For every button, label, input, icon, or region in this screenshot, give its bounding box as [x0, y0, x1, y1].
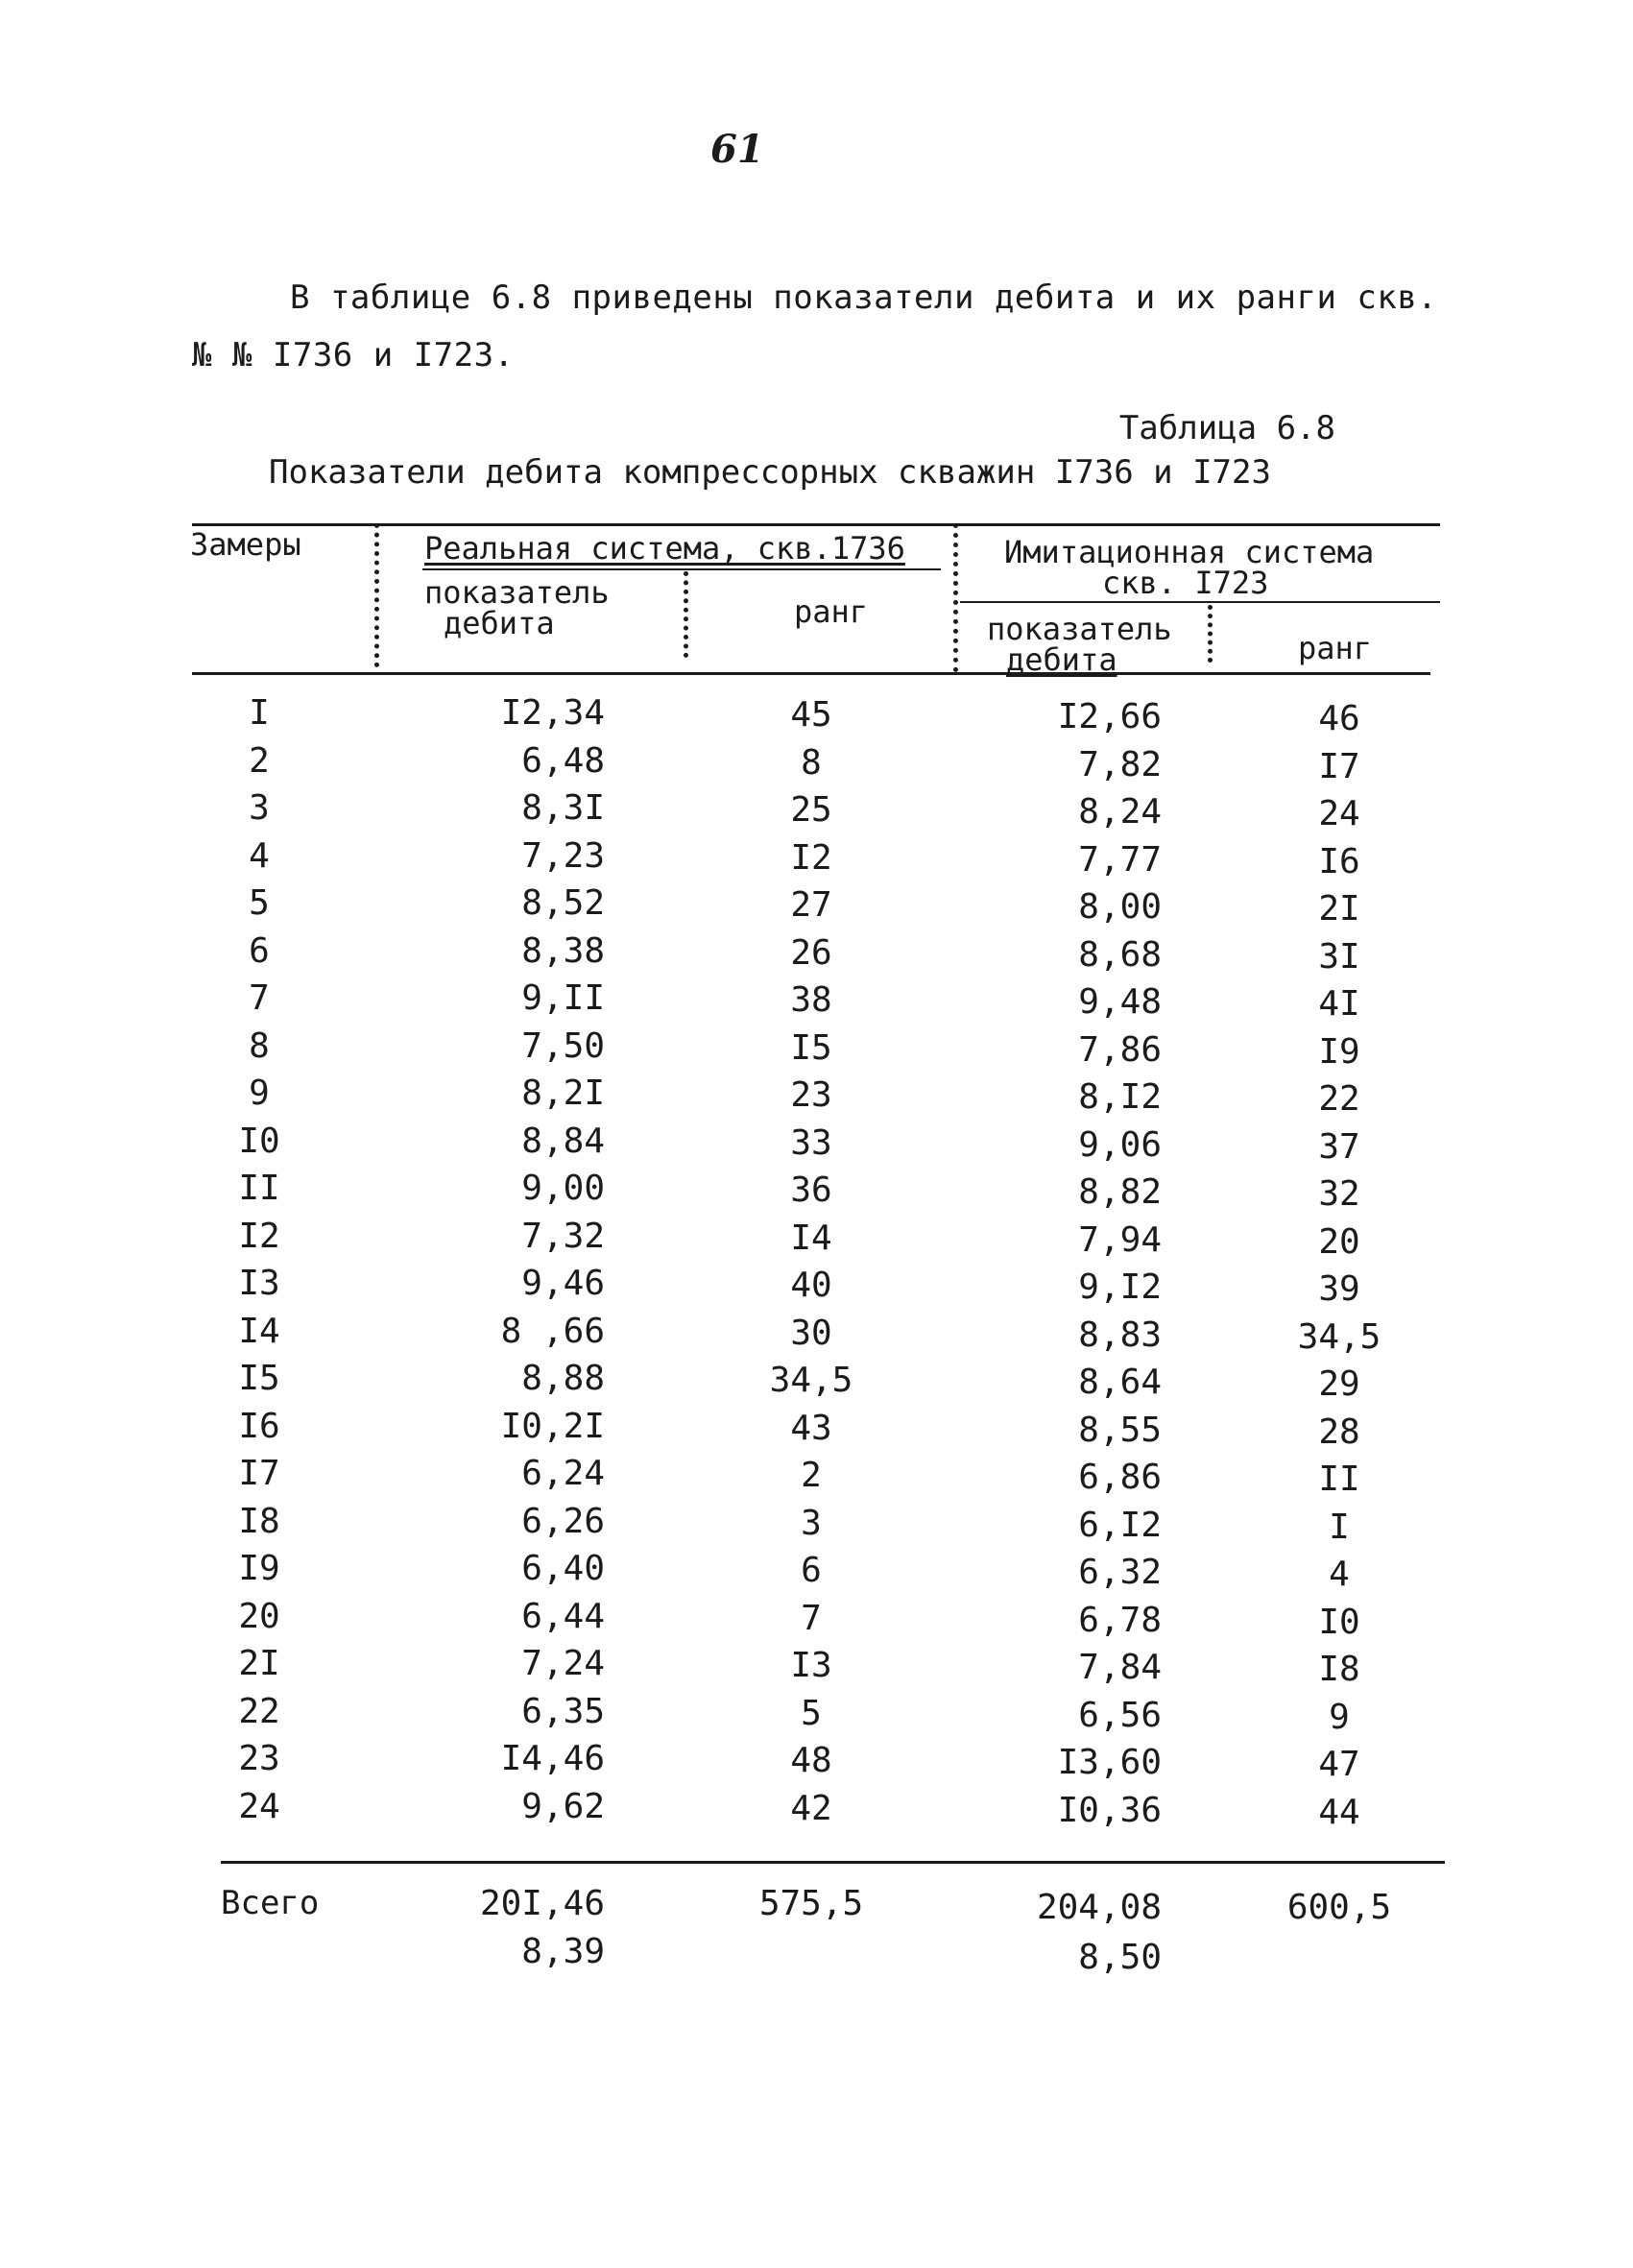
imit-rate-value: 9,I2 [1078, 1267, 1162, 1307]
real-rate-value: 6,24 [521, 1454, 605, 1493]
real-rank-value: I3 [790, 1646, 832, 1685]
imit-rank-value: 24 [1318, 794, 1360, 833]
header-measurements: Замеры [190, 526, 301, 563]
real-rate-value: 7,50 [521, 1026, 605, 1066]
row-number: I9 [238, 1549, 280, 1588]
column-divider-4 [1208, 605, 1213, 663]
totals-imit-sum: 204,08 [1036, 1888, 1162, 1927]
row-number: 20 [238, 1597, 280, 1636]
real-rank-value: 5 [801, 1694, 822, 1733]
imit-rate-value: 7,82 [1078, 745, 1162, 784]
real-rate-value: I2,34 [500, 693, 605, 733]
real-rank-value: 7 [801, 1599, 822, 1638]
real-rate-value: 7,23 [521, 836, 605, 876]
header-real-rank: ранг [794, 593, 869, 630]
real-rank-value: 8 [801, 743, 822, 783]
real-rate-value: 9,II [521, 978, 605, 1018]
imit-rate-value: 6,I2 [1078, 1506, 1162, 1545]
totals-real-rank-sum: 575,5 [758, 1884, 864, 1923]
header-real-system: Реальная система, скв.1736 [424, 530, 905, 567]
row-number: I2 [238, 1217, 280, 1256]
real-rate-value: 9,62 [521, 1787, 605, 1826]
imit-rate-value: 7,77 [1078, 840, 1162, 880]
real-rank-value: 3 [801, 1504, 822, 1543]
real-rank-value: I2 [790, 838, 832, 878]
row-number: 24 [238, 1787, 280, 1826]
totals-real-mean: 8,39 [521, 1932, 605, 1971]
imit-rate-value: 8,24 [1078, 792, 1162, 832]
imit-rate-value: 6,78 [1078, 1601, 1162, 1640]
row-number: I8 [238, 1502, 280, 1541]
page-number: 61 [710, 127, 764, 172]
real-rank-value: 42 [790, 1789, 832, 1828]
row-number: I3 [238, 1264, 280, 1303]
header-real-rate-indicator-line1: показатель [424, 574, 610, 611]
row-number: 2I [238, 1644, 280, 1683]
imit-rank-value: 4I [1318, 984, 1360, 1024]
header-imit-rank: ранг [1298, 630, 1373, 666]
real-rank-value: 25 [790, 790, 832, 830]
imit-rank-value: 22 [1318, 1079, 1360, 1119]
imit-rank-value: 2I [1318, 889, 1360, 929]
header-real-rate-indicator-line2: дебита [444, 605, 555, 641]
real-rank-value: 30 [790, 1314, 832, 1353]
row-number: I6 [238, 1407, 280, 1446]
real-rank-value: I4 [790, 1218, 832, 1258]
real-rate-value: 8,3I [521, 788, 605, 828]
intro-line-1: В таблице 6.8 приведены показатели дебита и их ранги скв. [290, 278, 1438, 317]
real-rank-value: I5 [790, 1028, 832, 1068]
totals-rule [221, 1861, 1445, 1864]
imit-rank-value: 47 [1318, 1745, 1360, 1784]
imit-rank-value: 39 [1318, 1269, 1360, 1309]
imit-rank-value: 28 [1318, 1412, 1360, 1452]
imit-rate-value: 9,06 [1078, 1125, 1162, 1165]
real-rate-value: 9,00 [521, 1169, 605, 1208]
real-rate-value: 8,2I [521, 1074, 605, 1113]
real-rank-value: 43 [790, 1409, 832, 1448]
table-caption-title: Показатели дебита компрессорных скважин I736 и I723 [269, 453, 1271, 492]
row-number: I7 [238, 1454, 280, 1493]
real-rank-value: 38 [790, 980, 832, 1020]
column-divider-1 [374, 523, 379, 667]
imit-rate-value: 7,94 [1078, 1220, 1162, 1260]
imit-rank-value: I9 [1318, 1032, 1360, 1072]
column-divider-3 [953, 523, 958, 672]
imit-rank-value: 37 [1318, 1127, 1360, 1167]
real-rate-value: 8 ,66 [500, 1312, 605, 1351]
real-rate-value: I4,46 [500, 1739, 605, 1778]
row-number: 2 [249, 741, 270, 781]
totals-imit-mean: 8,50 [1078, 1938, 1162, 1977]
imit-rank-value: II [1318, 1460, 1360, 1499]
imit-rank-value: I [1329, 1508, 1350, 1547]
imit-rate-value: 8,64 [1078, 1363, 1162, 1402]
row-number: 7 [249, 978, 270, 1018]
real-rate-value: 8,38 [521, 931, 605, 971]
real-rate-value: 8,52 [521, 883, 605, 923]
totals-imit-rank-sum: 600,5 [1286, 1888, 1392, 1927]
imit-rank-value: 9 [1329, 1698, 1350, 1737]
imit-rate-value: I2,66 [1057, 697, 1162, 736]
real-rank-value: 23 [790, 1075, 832, 1115]
row-number: 6 [249, 931, 270, 971]
header-imit-rate-indicator-line1: показатель [987, 611, 1172, 647]
real-rank-value: 36 [790, 1170, 832, 1210]
real-rate-value: I0,2I [500, 1407, 605, 1446]
imit-rank-value: I7 [1318, 747, 1360, 786]
table-caption-label: Таблица 6.8 [1118, 409, 1335, 447]
row-number: I0 [238, 1122, 280, 1161]
row-number: 8 [249, 1026, 270, 1066]
imit-rate-value: 8,83 [1078, 1315, 1162, 1355]
table-top-rule [192, 523, 1440, 526]
header-bottom-rule [192, 672, 1430, 675]
row-number: II [238, 1169, 280, 1208]
header-imitation-system-line1: Имитационная система [1004, 534, 1375, 570]
imit-rate-value: 8,I2 [1078, 1077, 1162, 1117]
real-rate-value: 6,44 [521, 1597, 605, 1636]
real-rate-value: 6,40 [521, 1549, 605, 1588]
totals-label: Всего [221, 1884, 320, 1922]
real-rate-value: 7,32 [521, 1217, 605, 1256]
imit-rate-value: 6,56 [1078, 1696, 1162, 1735]
real-rank-value: 34,5 [769, 1361, 853, 1400]
row-number: I5 [238, 1359, 280, 1398]
imit-rank-value: 3I [1318, 937, 1360, 977]
real-rate-value: 8,84 [521, 1122, 605, 1161]
imit-rank-value: 34,5 [1297, 1317, 1381, 1357]
imit-rate-value: 7,84 [1078, 1648, 1162, 1687]
row-number: I [249, 693, 270, 733]
real-rate-value: 7,24 [521, 1644, 605, 1683]
real-rank-value: 26 [790, 933, 832, 973]
imit-rate-value: 8,68 [1078, 935, 1162, 975]
real-rank-value: 33 [790, 1123, 832, 1163]
imit-rank-value: I8 [1318, 1650, 1360, 1689]
row-number: 9 [249, 1074, 270, 1113]
real-rank-value: 45 [790, 695, 832, 735]
real-rate-value: 6,35 [521, 1692, 605, 1731]
real-rate-value: 8,88 [521, 1359, 605, 1398]
imit-rank-value: 32 [1318, 1174, 1360, 1214]
imit-rank-value: 4 [1329, 1555, 1350, 1594]
header-imit-rate-indicator-line2: дебита [1006, 641, 1117, 678]
imit-rank-value: I6 [1318, 842, 1360, 881]
imit-rate-value: 8,82 [1078, 1172, 1162, 1212]
real-rate-value: 9,46 [521, 1264, 605, 1303]
row-number: 3 [249, 788, 270, 828]
imit-rate-value: I3,60 [1057, 1743, 1162, 1782]
totals-real-sum: 20I,46 [479, 1884, 605, 1923]
row-number: I4 [238, 1312, 280, 1351]
column-divider-2 [684, 571, 688, 658]
imit-rate-value: 7,86 [1078, 1030, 1162, 1070]
real-rank-value: 6 [801, 1551, 822, 1590]
imit-rate-value: 9,48 [1078, 982, 1162, 1022]
imit-rank-value: 20 [1318, 1222, 1360, 1262]
real-rank-value: 27 [790, 885, 832, 925]
real-rate-value: 6,26 [521, 1502, 605, 1541]
real-rank-value: 2 [801, 1456, 822, 1495]
header-imitation-system-line2: скв. I723 [1102, 565, 1269, 601]
imit-rate-value: 8,55 [1078, 1411, 1162, 1450]
intro-line-2: № № I736 и I723. [192, 336, 515, 374]
real-system-subrule [422, 568, 941, 570]
row-number: 5 [249, 883, 270, 923]
imit-rank-value: 44 [1318, 1793, 1360, 1832]
row-number: 22 [238, 1692, 280, 1731]
real-rate-value: 6,48 [521, 741, 605, 781]
imit-rank-value: 29 [1318, 1364, 1360, 1404]
imit-rate-value: I0,36 [1057, 1791, 1162, 1830]
real-rank-value: 48 [790, 1741, 832, 1780]
imit-rate-value: 6,32 [1078, 1553, 1162, 1592]
real-rank-value: 40 [790, 1266, 832, 1305]
imit-rank-value: 46 [1318, 699, 1360, 738]
imit-rate-value: 6,86 [1078, 1458, 1162, 1497]
imitation-system-subrule [960, 601, 1440, 603]
row-number: 23 [238, 1739, 280, 1778]
imit-rate-value: 8,00 [1078, 887, 1162, 927]
imit-rank-value: I0 [1318, 1603, 1360, 1642]
row-number: 4 [249, 836, 270, 876]
